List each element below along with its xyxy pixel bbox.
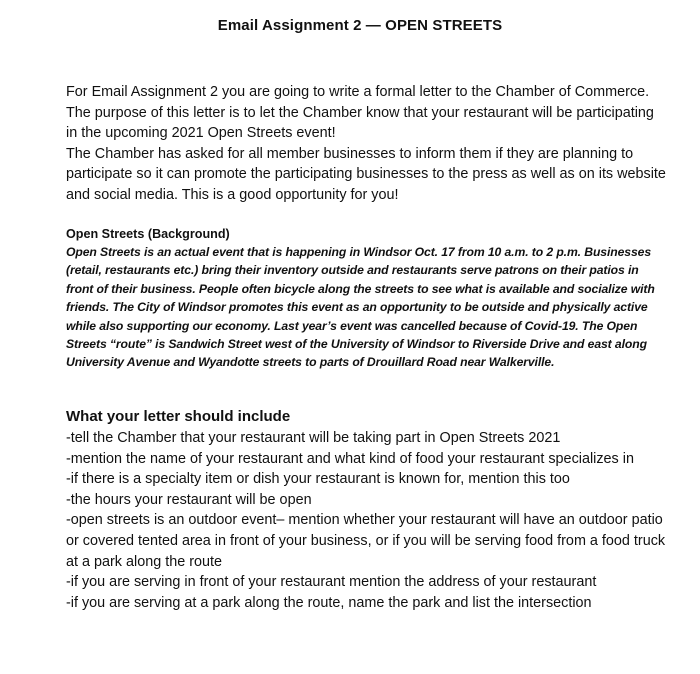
include-item: -mention the name of your restaurant and what kind of food your restaurant specializes in xyxy=(66,450,634,467)
intro-paragraph: For Email Assignment 2 you are going to write a formal letter to the Chamber of Commerce. The purpose of this letter is to let the Chamber know that your restaurant will be participating in the upcoming 2021 Open Streets event! xyxy=(66,84,654,142)
include-item: -open streets is an outdoor event– mention whether your restaurant will have an outdoor patio or covered tented area in front of your business, or if you will be serving food from a food truck at a park along the route xyxy=(66,512,666,570)
include-item: -the hours your restaurant will be open xyxy=(66,491,312,508)
include-heading: What your letter should include xyxy=(66,408,291,425)
include-list xyxy=(66,428,666,613)
background-heading: Open Streets (Background) xyxy=(66,227,230,241)
document-title: Email Assignment 2 — OPEN STREETS xyxy=(217,17,503,34)
include-item: -if you are serving in front of your restaurant mention the address of your restaurant xyxy=(66,574,597,591)
background-body: Open Streets is an actual event that is happening in Windsor Oct. 17 from 10 a.m. to 2 p.m. Businesses (retail, restaurants etc.) bring their inventory outside and restaurants serve patrons on their patios in front of their business. People often bicycle along the streets to see what is available and socialize with friends. The City of Windsor promotes this event as an opportunity to be outside and physically active while also supporting our economy. Last year’s event was cancelled because of Covid-19. The Open Streets “route” is Sandwich Street west of the University of Windsor to Riverside Drive and east along University Avenue and Wyandotte streets to parts of Drouillard Road near Walkerville. xyxy=(66,245,655,370)
intro-paragraph: The Chamber has asked for all member businesses to inform them if they are planning to participate so it can promote the participating businesses to the press as well as on its website and social media. This is a good opportunity for you! xyxy=(66,145,666,203)
include-item: -tell the Chamber that your restaurant will be taking part in Open Streets 2021 xyxy=(66,430,561,446)
intro-section xyxy=(66,82,666,206)
background-section xyxy=(66,225,666,372)
include-item: -if there is a specialty item or dish your restaurant is known for, mention this too xyxy=(66,471,570,488)
include-item: -if you are serving at a park along the route, name the park and list the intersection xyxy=(66,594,592,611)
include-section xyxy=(66,407,666,613)
